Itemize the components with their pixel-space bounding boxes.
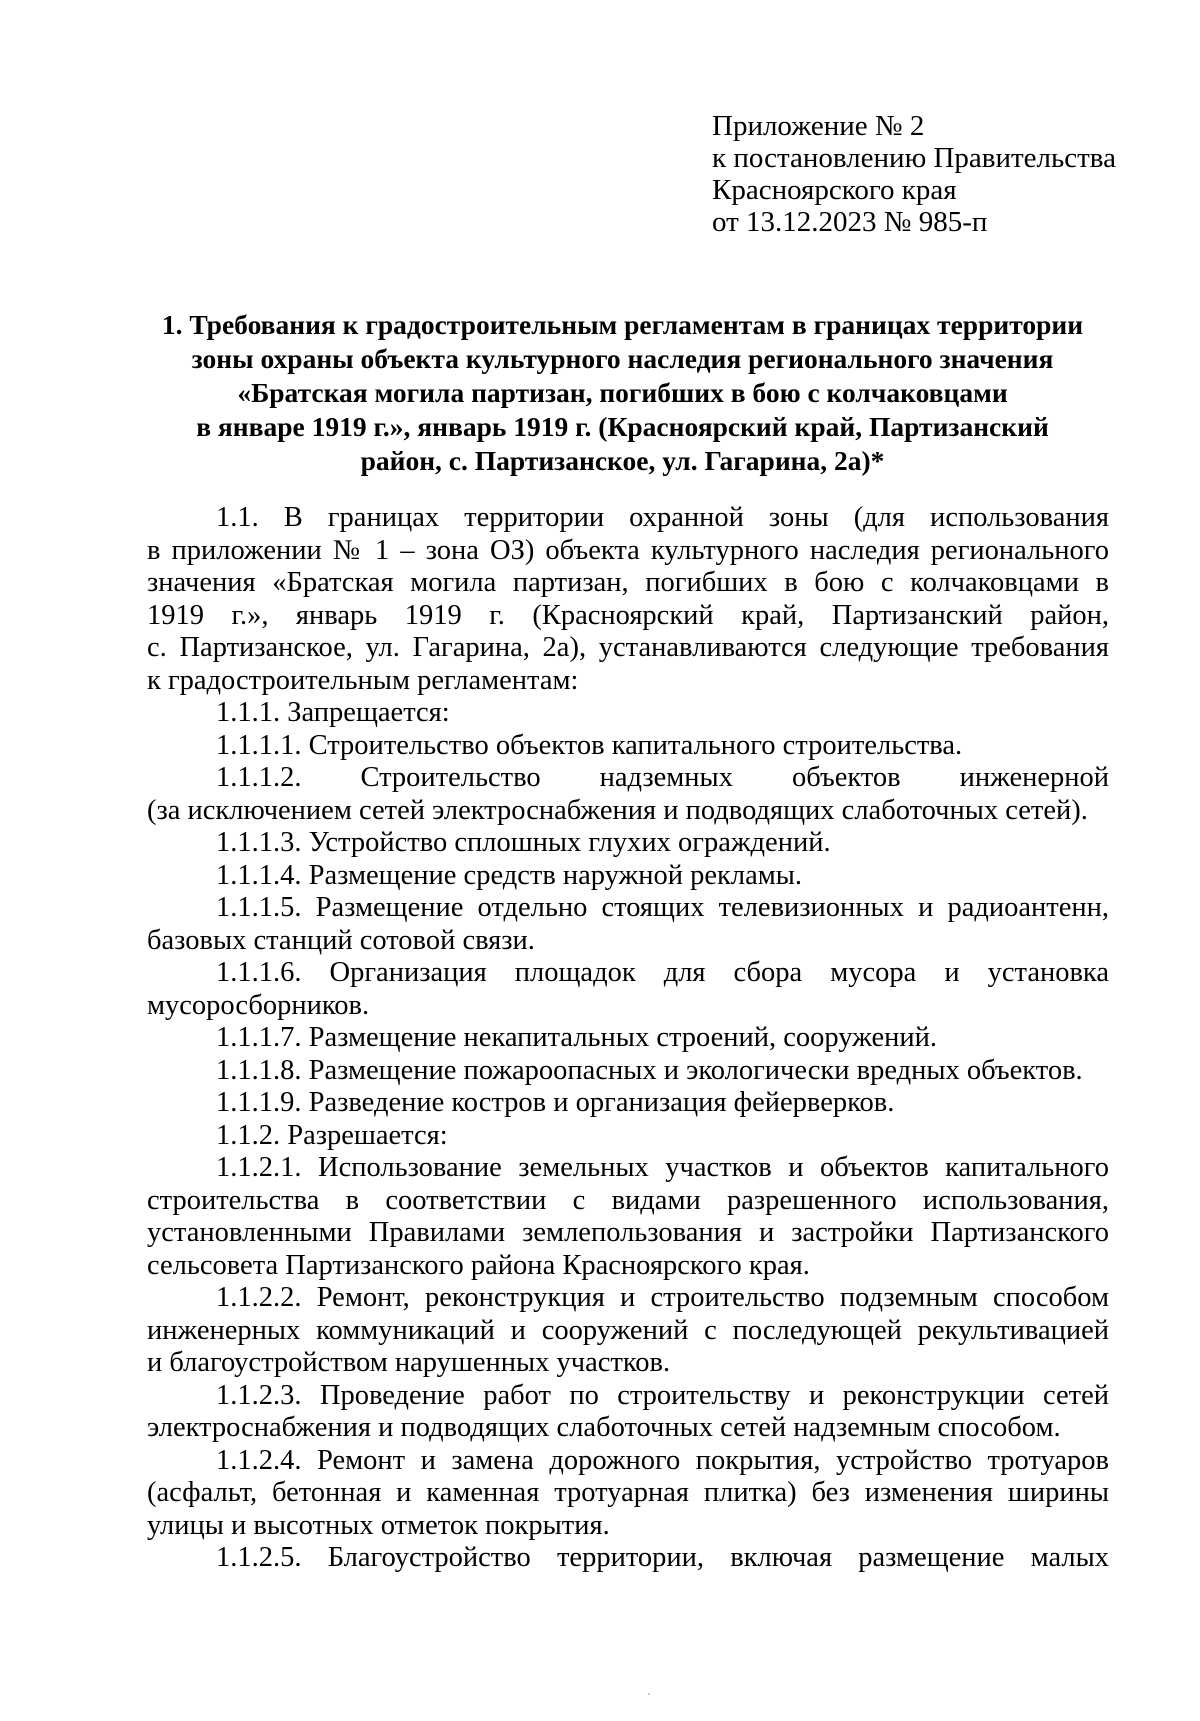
- paragraph-line: 1.1.1.6. Организация площадок для сбора мусора и установка: [216, 957, 1109, 988]
- paragraph-line: электроснабжения и подводящих слаботочных сетей надземным способом.: [147, 1412, 1061, 1443]
- paragraph-line: инженерных коммуникаций и сооружений с последующей рекультивацией: [147, 1314, 1109, 1346]
- paragraph-line: 1.1. В границах территории охранной зоны (для использования: [216, 502, 1109, 533]
- paragraph-line: 1.1.2.1. Использование земельных участков и объектов капитального: [216, 1152, 1109, 1183]
- paragraph-line: улицы и высотных отметок покрытия.: [147, 1509, 610, 1541]
- paragraph-line: 1.1.2.4. Ремонт и замена дорожного покрытия, устройство тротуаров: [216, 1444, 1109, 1476]
- paragraph-line: 1.1.1.2. Строительство надземных объектов инженерной: [216, 762, 1109, 793]
- paragraph-line: 1.1.2.5. Благоустройство территории, включая размещение малых: [216, 1542, 1109, 1573]
- paragraph-line: 1.1.1.5. Размещение отдельно стоящих телевизионных и радиоантенн,: [216, 892, 1109, 923]
- appendix-line: Красноярского края: [712, 174, 957, 206]
- paragraph-line: 1.1.1. Запрещается:: [216, 697, 450, 728]
- paragraph-line: сельсовета Партизанского района Красноярского края.: [147, 1249, 810, 1281]
- paragraph-line: базовых станций сотовой связи.: [147, 924, 535, 956]
- heading-line: зоны охраны объекта культурного наследия регионального значения: [191, 343, 1054, 374]
- paragraph-line: 1.1.2.3. Проведение работ по строительству и реконструкции сетей: [216, 1379, 1109, 1411]
- appendix-line: от 13.12.2023 № 985-п: [712, 206, 988, 238]
- paragraph-line: и благоустройством нарушенных участков.: [147, 1347, 671, 1378]
- paragraph-line: (за исключением сетей электроснабжения и подводящих слаботочных сетей).: [147, 794, 1088, 826]
- heading-line: 1. Требования к градостроительным регламентам в границах территории: [161, 309, 1084, 340]
- paragraph-line: мусоросборников.: [147, 989, 370, 1021]
- document-body: [147, 502, 1109, 1575]
- appendix-header: [712, 110, 1116, 238]
- appendix-line: к постановлению Правительства: [712, 142, 1116, 174]
- paragraph-line: строительства в соответствии с видами разрешенного использования,: [147, 1184, 1109, 1216]
- paragraph-line: (асфальт, бетонная и каменная тротуарная плитка) без изменения ширины: [147, 1477, 1109, 1508]
- paragraph-line: 1.1.1.9. Разведение костров и организация фейерверков.: [216, 1087, 895, 1118]
- paragraph-line: 1.1.1.7. Размещение некапитальных строений, сооружений.: [216, 1022, 938, 1053]
- heading-line: в январе 1919 г.», январь 1919 г. (Красноярский край, Партизанский: [196, 411, 1049, 442]
- paragraph-line: 1919 г.», январь 1919 г. (Красноярский край, Партизанский район,: [147, 599, 1109, 631]
- paragraph-line: установленными Правилами землепользования и застройки Партизанского: [147, 1217, 1109, 1248]
- paragraph-line: к градостроительным регламентам:: [147, 664, 579, 696]
- paragraph-line: 1.1.2. Разрешается:: [216, 1119, 448, 1151]
- heading-line: «Братская могила партизан, погибших в бою с колчаковцами: [237, 377, 1008, 408]
- paragraph-line: с. Партизанское, ул. Гагарина, 2а), устанавливаются следующие требования: [147, 632, 1109, 663]
- section-heading: [140, 308, 1105, 478]
- paragraph-line: 1.1.1.3. Устройство сплошных глухих ограждений.: [216, 827, 831, 858]
- heading-line: район, с. Партизанское, ул. Гагарина, 2а)*: [360, 445, 885, 476]
- paragraph-line: в приложении № 1 – зона ОЗ) объекта культурного наследия регионального: [147, 534, 1109, 566]
- paragraph-line: значения «Братская могила партизан, погибших в бою с колчаковцами в: [147, 567, 1109, 598]
- paragraph-line: 1.1.1.1. Строительство объектов капитального строительства.: [216, 729, 963, 761]
- paragraph-line: 1.1.2.2. Ремонт, реконструкция и строительство подземным способом: [216, 1282, 1109, 1313]
- paragraph-line: 1.1.1.4. Размещение средств наружной рекламы.: [216, 859, 803, 891]
- paragraph-line: 1.1.1.8. Размещение пожароопасных и экологически вредных объектов.: [216, 1054, 1083, 1086]
- appendix-line: Приложение № 2: [712, 110, 925, 142]
- scan-speck: [648, 1693, 650, 1695]
